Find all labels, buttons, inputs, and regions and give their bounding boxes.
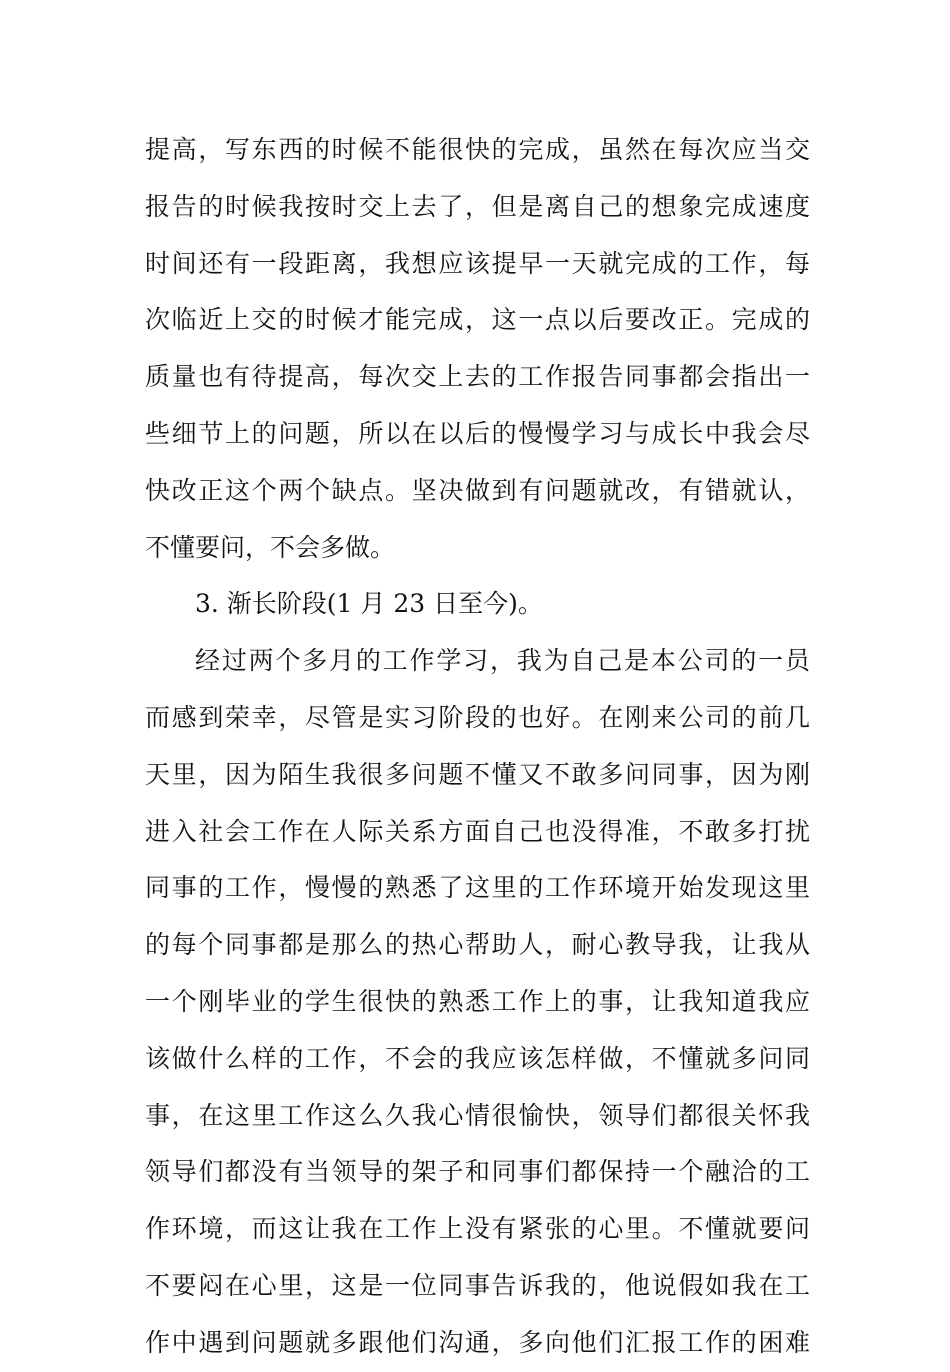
paragraph-line: 质量也有待提高，每次交上去的工作报告同事都会指出一 [145, 362, 810, 392]
paragraph-line: 一个刚毕业的学生很快的熟悉工作上的事，让我知道我应 [145, 986, 810, 1016]
paragraph-line: 进入社会工作在人际关系方面自己也没得准，不敢多打扰 [145, 816, 810, 846]
paragraph-line: 些细节上的问题，所以在以后的慢慢学习与成长中我会尽 [145, 418, 810, 448]
paragraph-line: 同事的工作，慢慢的熟悉了这里的工作环境开始发现这里 [145, 873, 810, 903]
paragraph-line: 作环境，而这让我在工作上没有紧张的心里。不懂就要问 [145, 1214, 810, 1244]
paragraph-line: 天里，因为陌生我很多问题不懂又不敢多问同事，因为刚 [145, 759, 810, 789]
paragraph-line: 快改正这个两个缺点。坚决做到有问题就改，有错就认， [145, 475, 810, 505]
paragraph-line: 经过两个多月的工作学习，我为自己是本公司的一员 [195, 646, 810, 676]
paragraph-line: 时间还有一段距离，我想应该提早一天就完成的工作，每 [145, 248, 810, 278]
paragraph-line: 提高，写东西的时候不能很快的完成，虽然在每次应当交 [145, 135, 810, 164]
paragraph-line: 领导们都没有当领导的架子和同事们都保持一个融洽的工 [145, 1157, 810, 1187]
paragraph-line: 事，在这里工作这么久我心情很愉快，领导们都很关怀我 [145, 1100, 810, 1130]
paragraph-line: 而感到荣幸，尽管是实习阶段的也好。在刚来公司的前几 [145, 702, 810, 732]
paragraph-line: 该做什么样的工作，不会的我应该怎样做，不懂就多问同 [145, 1043, 810, 1073]
paragraph-line: 的每个同事都是那么的热心帮助人，耐心教导我，让我从 [145, 930, 810, 960]
paragraph-line: 报告的时候我按时交上去了，但是离自己的想象完成速度 [145, 191, 810, 221]
paragraph-line: 次临近上交的时候才能完成，这一点以后要改正。完成的 [145, 305, 810, 335]
paragraph-line: 不懂要问，不会多做。 [145, 532, 396, 562]
paragraph-line: 作中遇到问题就多跟他们沟通，多向他们汇报工作的困难 [145, 1327, 810, 1357]
section-heading: 3. 渐长阶段(1 月 23 日至今)。 [195, 589, 543, 619]
paragraph-line: 不要闷在心里，这是一位同事告诉我的，他说假如我在工 [145, 1270, 810, 1300]
document-body [145, 122, 810, 1372]
